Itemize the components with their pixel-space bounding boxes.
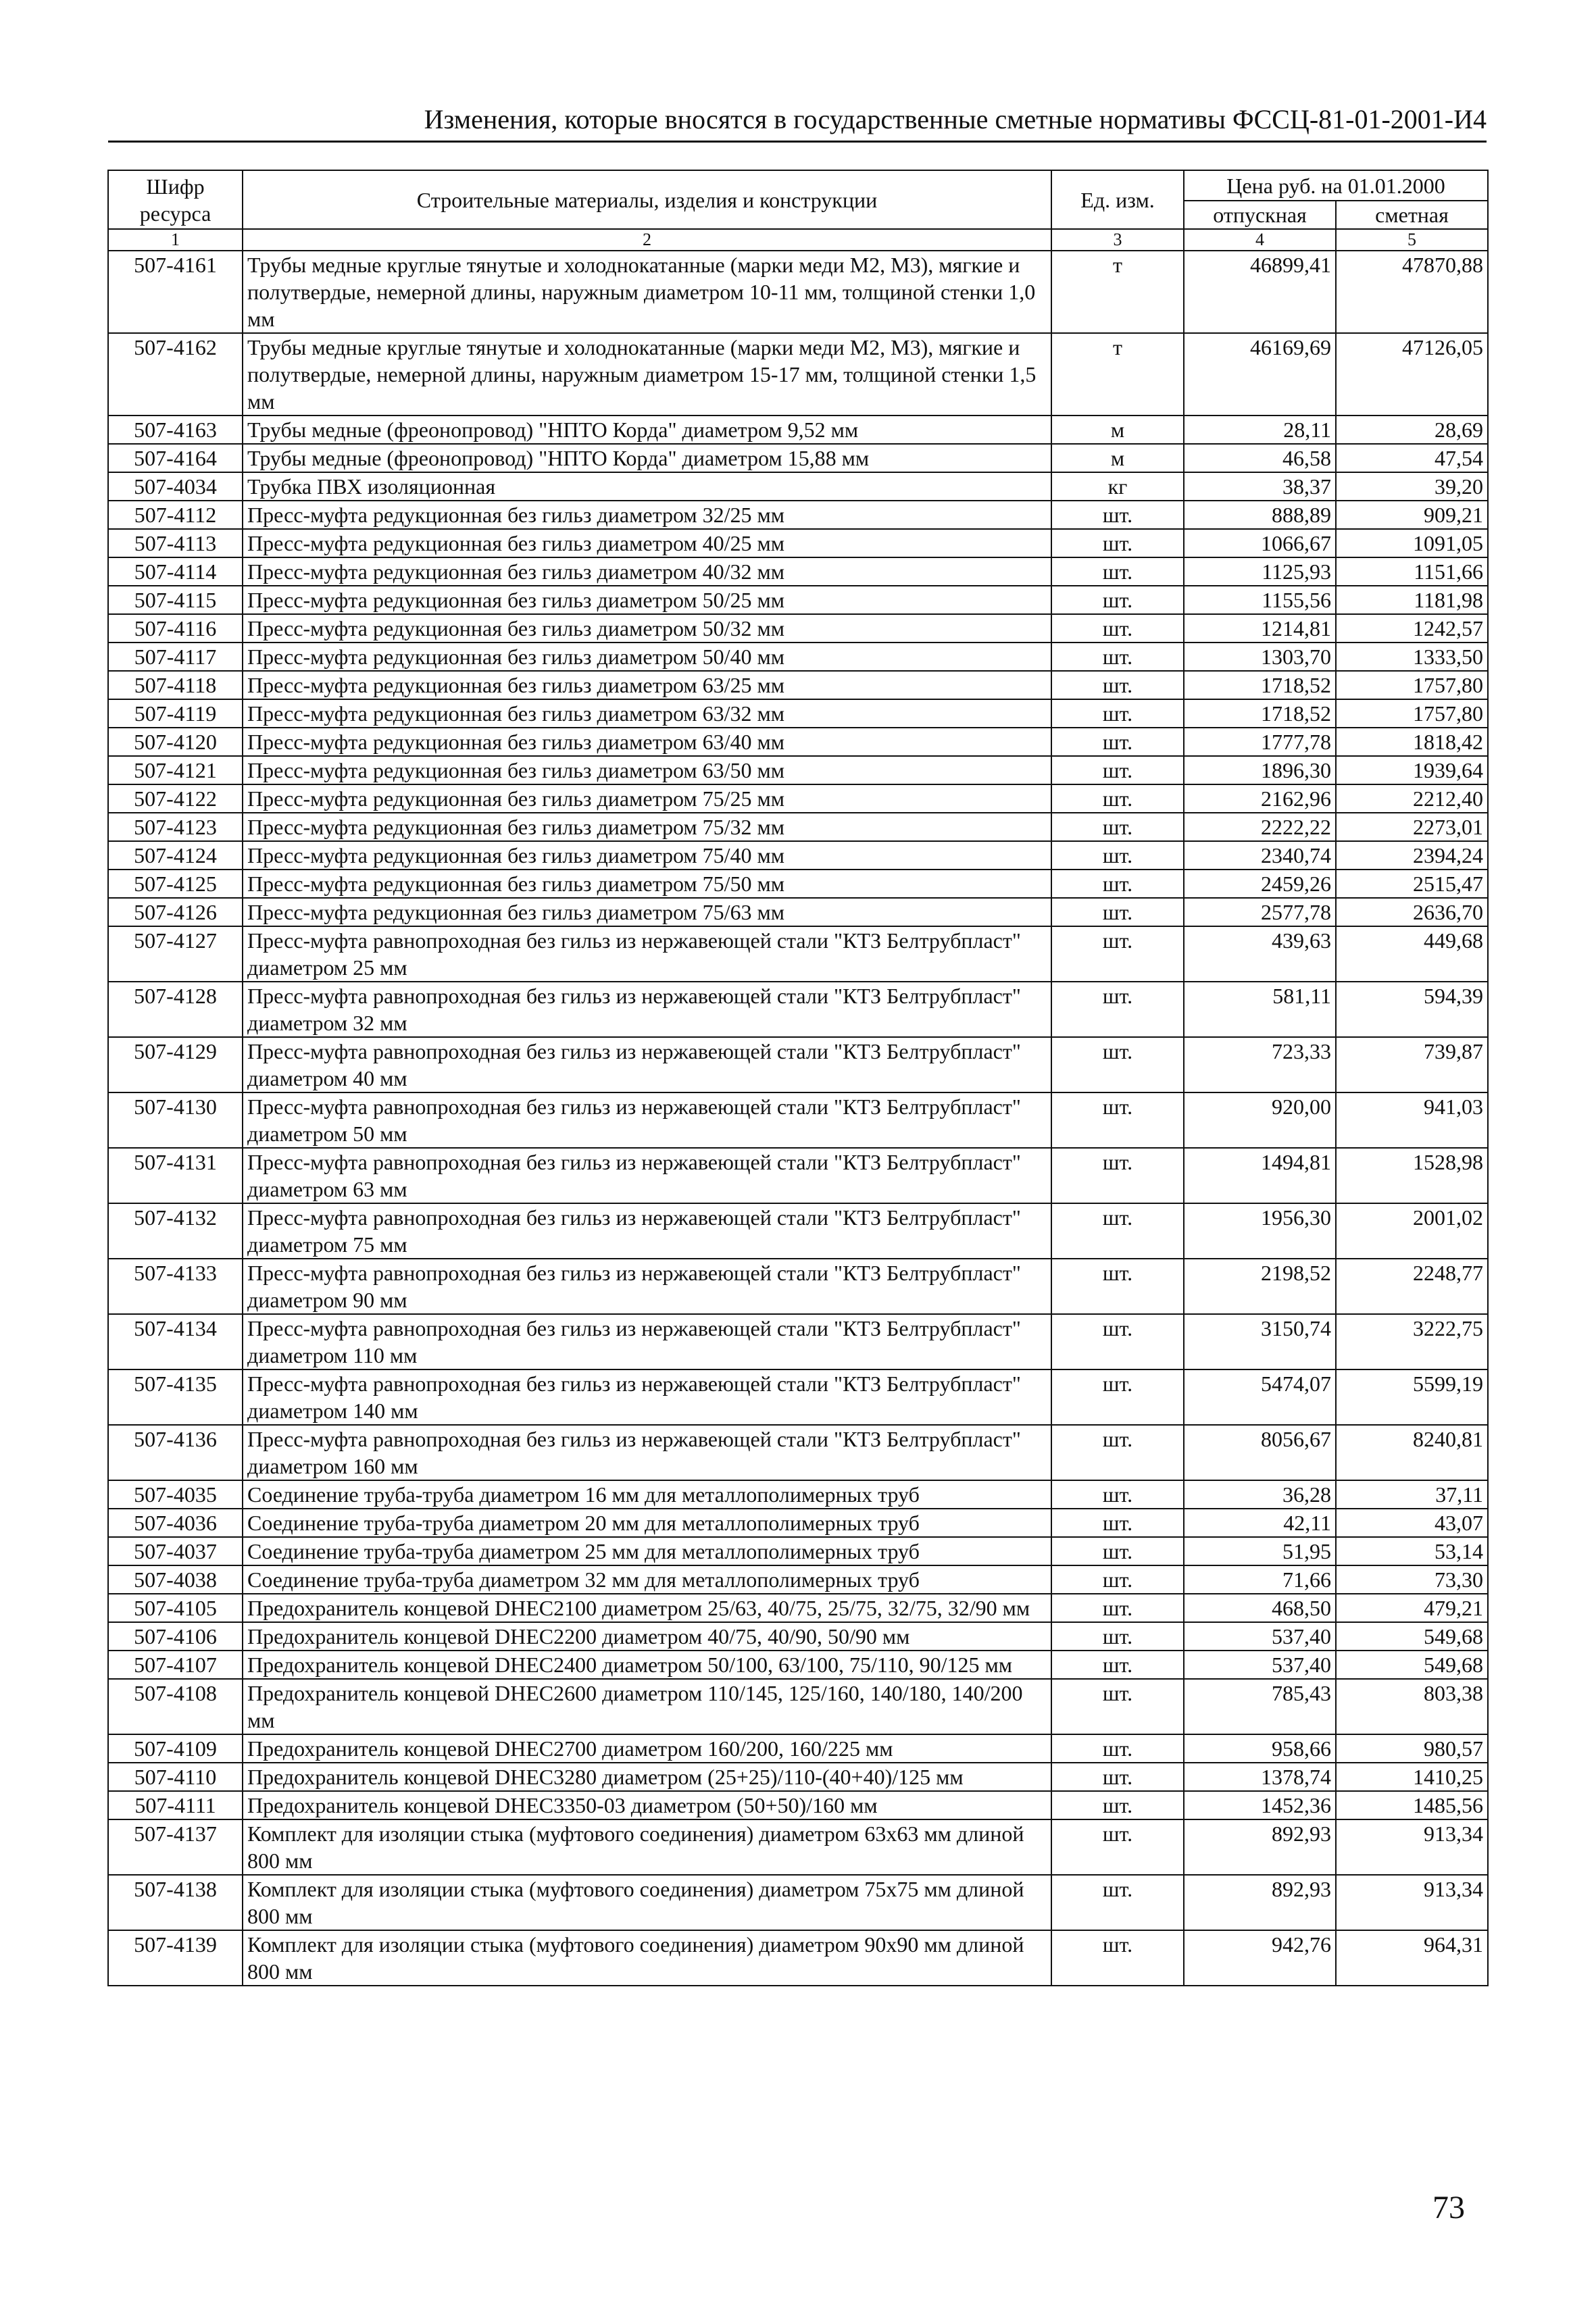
- estimate-price: 479,21: [1336, 1594, 1488, 1622]
- material-name: Пресс-муфта редукционная без гильз диаметром 75/63 мм: [243, 898, 1051, 926]
- release-price: 8056,67: [1184, 1425, 1336, 1480]
- estimate-price: 37,11: [1336, 1480, 1488, 1509]
- release-price: 36,28: [1184, 1480, 1336, 1509]
- unit-cell: шт.: [1051, 982, 1184, 1037]
- estimate-price: 941,03: [1336, 1092, 1488, 1148]
- resource-code: 507-4129: [108, 1037, 243, 1092]
- column-header-unit: Ед. изм.: [1051, 170, 1184, 229]
- material-name: Пресс-муфта равнопроходная без гильз из нержавеющей стали "КТЗ Белтрубпласт" диаметром 110 мм: [243, 1314, 1051, 1369]
- resource-code: 507-4139: [108, 1930, 243, 1986]
- material-name: Пресс-муфта редукционная без гильз диаметром 63/40 мм: [243, 728, 1051, 756]
- material-name: Пресс-муфта равнопроходная без гильз из нержавеющей стали "КТЗ Белтрубпласт" диаметром 63 мм: [243, 1148, 1051, 1203]
- table-row: [108, 870, 1488, 898]
- material-name: Пресс-муфта редукционная без гильз диаметром 50/40 мм: [243, 643, 1051, 671]
- table-row: [108, 671, 1488, 699]
- material-name: Пресс-муфта редукционная без гильз диаметром 40/25 мм: [243, 529, 1051, 557]
- table-row: [108, 1203, 1488, 1259]
- release-price: 3150,74: [1184, 1314, 1336, 1369]
- material-name: Пресс-муфта редукционная без гильз диаметром 40/32 мм: [243, 557, 1051, 586]
- table-row: [108, 614, 1488, 643]
- material-name: Пресс-муфта равнопроходная без гильз из нержавеющей стали "КТЗ Белтрубпласт" диаметром 25 мм: [243, 926, 1051, 982]
- resource-code: 507-4136: [108, 1425, 243, 1480]
- column-number: 3: [1051, 229, 1184, 251]
- table-row: [108, 529, 1488, 557]
- resource-code: 507-4111: [108, 1791, 243, 1819]
- release-price: 1718,52: [1184, 671, 1336, 699]
- material-name: Трубы медные (фреонопровод) "НПТО Корда" диаметром 9,52 мм: [243, 416, 1051, 444]
- estimate-price: 8240,81: [1336, 1425, 1488, 1480]
- unit-cell: шт.: [1051, 784, 1184, 813]
- resource-code: 507-4133: [108, 1259, 243, 1314]
- release-price: 888,89: [1184, 501, 1336, 529]
- unit-cell: шт.: [1051, 1537, 1184, 1565]
- unit-cell: шт.: [1051, 1651, 1184, 1679]
- estimate-price: 39,20: [1336, 472, 1488, 501]
- estimate-price: 2636,70: [1336, 898, 1488, 926]
- table-row: [108, 444, 1488, 472]
- table-row: [108, 1509, 1488, 1537]
- release-price: 537,40: [1184, 1622, 1336, 1651]
- resource-code: 507-4119: [108, 699, 243, 728]
- resource-code: 507-4038: [108, 1565, 243, 1594]
- release-price: 439,63: [1184, 926, 1336, 982]
- material-name: Пресс-муфта равнопроходная без гильз из нержавеющей стали "КТЗ Белтрубпласт" диаметром 160 мм: [243, 1425, 1051, 1480]
- resource-code: 507-4164: [108, 444, 243, 472]
- estimate-price: 3222,75: [1336, 1314, 1488, 1369]
- table-row: [108, 1763, 1488, 1791]
- unit-cell: шт.: [1051, 1509, 1184, 1537]
- release-price: 920,00: [1184, 1092, 1336, 1148]
- release-price: 51,95: [1184, 1537, 1336, 1565]
- column-header-name: Строительные материалы, изделия и конструкции: [243, 170, 1051, 229]
- estimate-price: 1757,80: [1336, 699, 1488, 728]
- table-row: [108, 586, 1488, 614]
- material-name: Комплект для изоляции стыка (муфтового соединения) диаметром 75х75 мм длиной 800 мм: [243, 1875, 1051, 1930]
- resource-code: 507-4112: [108, 501, 243, 529]
- material-name: Трубка ПВХ изоляционная: [243, 472, 1051, 501]
- estimate-price: 803,38: [1336, 1679, 1488, 1734]
- table-row: [108, 1679, 1488, 1734]
- table-row: [108, 1092, 1488, 1148]
- release-price: 1452,36: [1184, 1791, 1336, 1819]
- release-price: 46169,69: [1184, 333, 1336, 416]
- unit-cell: шт.: [1051, 671, 1184, 699]
- material-name: Пресс-муфта редукционная без гильз диаметром 63/25 мм: [243, 671, 1051, 699]
- release-price: 1378,74: [1184, 1763, 1336, 1791]
- estimate-price: 47870,88: [1336, 251, 1488, 333]
- resource-code: 507-4120: [108, 728, 243, 756]
- table-row: [108, 416, 1488, 444]
- resource-code: 507-4110: [108, 1763, 243, 1791]
- table-body: [108, 251, 1488, 1986]
- material-name: Соединение труба-труба диаметром 32 мм для металлополимерных труб: [243, 1565, 1051, 1594]
- material-name: Пресс-муфта редукционная без гильз диаметром 75/32 мм: [243, 813, 1051, 841]
- release-price: 468,50: [1184, 1594, 1336, 1622]
- table-row: [108, 728, 1488, 756]
- estimate-price: 913,34: [1336, 1819, 1488, 1875]
- estimate-price: 1333,50: [1336, 643, 1488, 671]
- table-row: [108, 643, 1488, 671]
- release-price: 892,93: [1184, 1819, 1336, 1875]
- resource-code: 507-4036: [108, 1509, 243, 1537]
- release-price: 2162,96: [1184, 784, 1336, 813]
- release-price: 581,11: [1184, 982, 1336, 1037]
- resource-code: 507-4128: [108, 982, 243, 1037]
- estimate-price: 47,54: [1336, 444, 1488, 472]
- unit-cell: шт.: [1051, 1763, 1184, 1791]
- unit-cell: шт.: [1051, 1875, 1184, 1930]
- resource-code: 507-4132: [108, 1203, 243, 1259]
- estimate-price: 739,87: [1336, 1037, 1488, 1092]
- unit-cell: шт.: [1051, 1565, 1184, 1594]
- resource-code: 507-4126: [108, 898, 243, 926]
- resource-code: 507-4106: [108, 1622, 243, 1651]
- unit-cell: шт.: [1051, 1037, 1184, 1092]
- resource-code: 507-4121: [108, 756, 243, 784]
- unit-cell: шт.: [1051, 813, 1184, 841]
- resource-code: 507-4109: [108, 1734, 243, 1763]
- unit-cell: м: [1051, 444, 1184, 472]
- material-name: Комплект для изоляции стыка (муфтового соединения) диаметром 63х63 мм длиной 800 мм: [243, 1819, 1051, 1875]
- estimate-price: 1485,56: [1336, 1791, 1488, 1819]
- material-name: Трубы медные круглые тянутые и холоднокатанные (марки меди М2, М3), мягкие и полутвердые, немерной длины, наружным диаметром 10-11 мм, толщиной стенки 1,0 мм: [243, 251, 1051, 333]
- table-row: [108, 1259, 1488, 1314]
- release-price: 1777,78: [1184, 728, 1336, 756]
- release-price: 71,66: [1184, 1565, 1336, 1594]
- resource-code: 507-4115: [108, 586, 243, 614]
- unit-cell: шт.: [1051, 728, 1184, 756]
- material-name: Пресс-муфта редукционная без гильз диаметром 63/32 мм: [243, 699, 1051, 728]
- table-row: [108, 251, 1488, 333]
- material-name: Пресс-муфта редукционная без гильз диаметром 75/40 мм: [243, 841, 1051, 870]
- table-row: [108, 1930, 1488, 1986]
- material-name: Предохранитель концевой DHEC2600 диаметром 110/145, 125/160, 140/180, 140/200 мм: [243, 1679, 1051, 1734]
- material-name: Пресс-муфта равнопроходная без гильз из нержавеющей стали "КТЗ Белтрубпласт" диаметром 40 мм: [243, 1037, 1051, 1092]
- release-price: 1303,70: [1184, 643, 1336, 671]
- material-name: Соединение труба-труба диаметром 20 мм для металлополимерных труб: [243, 1509, 1051, 1537]
- material-name: Пресс-муфта редукционная без гильз диаметром 32/25 мм: [243, 501, 1051, 529]
- resource-code: 507-4163: [108, 416, 243, 444]
- release-price: 723,33: [1184, 1037, 1336, 1092]
- material-name: Трубы медные (фреонопровод) "НПТО Корда" диаметром 15,88 мм: [243, 444, 1051, 472]
- unit-cell: м: [1051, 416, 1184, 444]
- column-header-release-price: отпускная: [1184, 201, 1336, 229]
- estimate-price: 1181,98: [1336, 586, 1488, 614]
- column-number-row: [108, 229, 1488, 251]
- resource-code: 507-4122: [108, 784, 243, 813]
- estimate-price: 964,31: [1336, 1930, 1488, 1986]
- table-row: [108, 501, 1488, 529]
- release-price: 42,11: [1184, 1509, 1336, 1537]
- table-row: [108, 784, 1488, 813]
- resource-code: 507-4130: [108, 1092, 243, 1148]
- estimate-price: 2273,01: [1336, 813, 1488, 841]
- unit-cell: шт.: [1051, 1930, 1184, 1986]
- column-number: 2: [243, 229, 1051, 251]
- unit-cell: шт.: [1051, 643, 1184, 671]
- unit-cell: шт.: [1051, 557, 1184, 586]
- unit-cell: кг: [1051, 472, 1184, 501]
- estimate-price: 43,07: [1336, 1509, 1488, 1537]
- column-number: 5: [1336, 229, 1488, 251]
- material-name: Предохранитель концевой DHEC2400 диаметром 50/100, 63/100, 75/110, 90/125 мм: [243, 1651, 1051, 1679]
- material-name: Пресс-муфта равнопроходная без гильз из нержавеющей стали "КТЗ Белтрубпласт" диаметром 32 мм: [243, 982, 1051, 1037]
- resource-code: 507-4108: [108, 1679, 243, 1734]
- unit-cell: шт.: [1051, 586, 1184, 614]
- material-name: Трубы медные круглые тянутые и холоднокатанные (марки меди М2, М3), мягкие и полутвердые, немерной длины, наружным диаметром 15-17 мм, толщиной стенки 1,5 мм: [243, 333, 1051, 416]
- table-row: [108, 813, 1488, 841]
- table-row: [108, 699, 1488, 728]
- estimate-price: 1939,64: [1336, 756, 1488, 784]
- material-name: Пресс-муфта редукционная без гильз диаметром 50/32 мм: [243, 614, 1051, 643]
- estimate-price: 980,57: [1336, 1734, 1488, 1763]
- release-price: 1066,67: [1184, 529, 1336, 557]
- table-row: [108, 1875, 1488, 1930]
- material-name: Предохранитель концевой DHEC2200 диаметром 40/75, 40/90, 50/90 мм: [243, 1622, 1051, 1651]
- resource-code: 507-4105: [108, 1594, 243, 1622]
- resource-code: 507-4127: [108, 926, 243, 982]
- resource-code: 507-4107: [108, 1651, 243, 1679]
- resource-code: 507-4037: [108, 1537, 243, 1565]
- table-row: [108, 1791, 1488, 1819]
- unit-cell: шт.: [1051, 501, 1184, 529]
- material-name: Пресс-муфта редукционная без гильз диаметром 63/50 мм: [243, 756, 1051, 784]
- table-row: [108, 841, 1488, 870]
- release-price: 28,11: [1184, 416, 1336, 444]
- unit-cell: шт.: [1051, 841, 1184, 870]
- page-header: Изменения, которые вносятся в государственные сметные нормативы ФССЦ-81-01-2001-И4: [108, 103, 1487, 143]
- estimate-price: 73,30: [1336, 1565, 1488, 1594]
- resource-code: 507-4117: [108, 643, 243, 671]
- estimate-price: 5599,19: [1336, 1369, 1488, 1425]
- resource-code: 507-4116: [108, 614, 243, 643]
- estimate-price: 909,21: [1336, 501, 1488, 529]
- resource-code: 507-4125: [108, 870, 243, 898]
- estimate-price: 2212,40: [1336, 784, 1488, 813]
- material-name: Пресс-муфта редукционная без гильз диаметром 75/50 мм: [243, 870, 1051, 898]
- resource-code: 507-4035: [108, 1480, 243, 1509]
- release-price: 2198,52: [1184, 1259, 1336, 1314]
- unit-cell: шт.: [1051, 1092, 1184, 1148]
- estimate-price: 1818,42: [1336, 728, 1488, 756]
- material-name: Пресс-муфта равнопроходная без гильз из нержавеющей стали "КТЗ Белтрубпласт" диаметром 75 мм: [243, 1203, 1051, 1259]
- unit-cell: шт.: [1051, 1203, 1184, 1259]
- estimate-price: 28,69: [1336, 416, 1488, 444]
- estimate-price: 2248,77: [1336, 1259, 1488, 1314]
- unit-cell: шт.: [1051, 1314, 1184, 1369]
- material-name: Предохранитель концевой DHEC3350-03 диаметром (50+50)/160 мм: [243, 1791, 1051, 1819]
- release-price: 2459,26: [1184, 870, 1336, 898]
- release-price: 1718,52: [1184, 699, 1336, 728]
- resource-code: 507-4118: [108, 671, 243, 699]
- estimate-price: 1242,57: [1336, 614, 1488, 643]
- unit-cell: шт.: [1051, 529, 1184, 557]
- table-row: [108, 1037, 1488, 1092]
- resource-code: 507-4161: [108, 251, 243, 333]
- material-name: Предохранитель концевой DHEC2700 диаметром 160/200, 160/225 мм: [243, 1734, 1051, 1763]
- estimate-price: 1091,05: [1336, 529, 1488, 557]
- release-price: 1956,30: [1184, 1203, 1336, 1259]
- table-row: [108, 1734, 1488, 1763]
- release-price: 892,93: [1184, 1875, 1336, 1930]
- material-name: Пресс-муфта равнопроходная без гильз из нержавеющей стали "КТЗ Белтрубпласт" диаметром 140 мм: [243, 1369, 1051, 1425]
- estimate-price: 1410,25: [1336, 1763, 1488, 1791]
- unit-cell: шт.: [1051, 1425, 1184, 1480]
- unit-cell: шт.: [1051, 1791, 1184, 1819]
- resource-code: 507-4034: [108, 472, 243, 501]
- table-row: [108, 472, 1488, 501]
- table-row: [108, 898, 1488, 926]
- release-price: 785,43: [1184, 1679, 1336, 1734]
- unit-cell: шт.: [1051, 1679, 1184, 1734]
- estimate-price: 594,39: [1336, 982, 1488, 1037]
- release-price: 1155,56: [1184, 586, 1336, 614]
- table-row: [108, 1594, 1488, 1622]
- table-row: [108, 1565, 1488, 1594]
- resource-code: 507-4131: [108, 1148, 243, 1203]
- material-name: Пресс-муфта равнопроходная без гильз из нержавеющей стали "КТЗ Белтрубпласт" диаметром 90 мм: [243, 1259, 1051, 1314]
- material-name: Предохранитель концевой DHEC2100 диаметром 25/63, 40/75, 25/75, 32/75, 32/90 мм: [243, 1594, 1051, 1622]
- material-name: Пресс-муфта равнопроходная без гильз из нержавеющей стали "КТЗ Белтрубпласт" диаметром 50 мм: [243, 1092, 1051, 1148]
- release-price: 1896,30: [1184, 756, 1336, 784]
- resource-code: 507-4135: [108, 1369, 243, 1425]
- table-row: [108, 1819, 1488, 1875]
- estimate-price: 913,34: [1336, 1875, 1488, 1930]
- release-price: 46,58: [1184, 444, 1336, 472]
- unit-cell: шт.: [1051, 1622, 1184, 1651]
- release-price: 5474,07: [1184, 1369, 1336, 1425]
- estimate-price: 549,68: [1336, 1622, 1488, 1651]
- column-header-code: Шифр ресурса: [108, 170, 243, 229]
- release-price: 958,66: [1184, 1734, 1336, 1763]
- resource-code: 507-4138: [108, 1875, 243, 1930]
- unit-cell: шт.: [1051, 926, 1184, 982]
- column-number: 1: [108, 229, 243, 251]
- material-name: Пресс-муфта редукционная без гильз диаметром 75/25 мм: [243, 784, 1051, 813]
- table-row: [108, 1148, 1488, 1203]
- table-row: [108, 1480, 1488, 1509]
- table-row: [108, 1651, 1488, 1679]
- material-name: Соединение труба-труба диаметром 25 мм для металлополимерных труб: [243, 1537, 1051, 1565]
- estimate-price: 1757,80: [1336, 671, 1488, 699]
- unit-cell: шт.: [1051, 614, 1184, 643]
- column-header-estimate-price: сметная: [1336, 201, 1488, 229]
- unit-cell: шт.: [1051, 1259, 1184, 1314]
- table-row: [108, 756, 1488, 784]
- column-header-price: Цена руб. на 01.01.2000: [1184, 170, 1488, 201]
- estimate-price: 549,68: [1336, 1651, 1488, 1679]
- unit-cell: шт.: [1051, 1480, 1184, 1509]
- unit-cell: шт.: [1051, 1594, 1184, 1622]
- unit-cell: шт.: [1051, 1148, 1184, 1203]
- estimate-price: 1151,66: [1336, 557, 1488, 586]
- unit-cell: шт.: [1051, 1369, 1184, 1425]
- release-price: 537,40: [1184, 1651, 1336, 1679]
- price-table: [107, 170, 1489, 1986]
- resource-code: 507-4123: [108, 813, 243, 841]
- resource-code: 507-4134: [108, 1314, 243, 1369]
- estimate-price: 2515,47: [1336, 870, 1488, 898]
- material-name: Комплект для изоляции стыка (муфтового соединения) диаметром 90х90 мм длиной 800 мм: [243, 1930, 1051, 1986]
- unit-cell: шт.: [1051, 898, 1184, 926]
- unit-cell: т: [1051, 333, 1184, 416]
- release-price: 1125,93: [1184, 557, 1336, 586]
- material-name: Пресс-муфта редукционная без гильз диаметром 50/25 мм: [243, 586, 1051, 614]
- material-name: Предохранитель концевой DHEC3280 диаметром (25+25)/110-(40+40)/125 мм: [243, 1763, 1051, 1791]
- release-price: 2222,22: [1184, 813, 1336, 841]
- estimate-price: 1528,98: [1336, 1148, 1488, 1203]
- release-price: 46899,41: [1184, 251, 1336, 333]
- unit-cell: шт.: [1051, 1819, 1184, 1875]
- estimate-price: 2001,02: [1336, 1203, 1488, 1259]
- table-row: [108, 982, 1488, 1037]
- estimate-price: 2394,24: [1336, 841, 1488, 870]
- table-row: [108, 333, 1488, 416]
- table-row: [108, 1537, 1488, 1565]
- table-row: [108, 1622, 1488, 1651]
- column-number: 4: [1184, 229, 1336, 251]
- unit-cell: шт.: [1051, 699, 1184, 728]
- resource-code: 507-4113: [108, 529, 243, 557]
- release-price: 1214,81: [1184, 614, 1336, 643]
- resource-code: 507-4162: [108, 333, 243, 416]
- resource-code: 507-4137: [108, 1819, 243, 1875]
- table-row: [108, 1369, 1488, 1425]
- unit-cell: шт.: [1051, 1734, 1184, 1763]
- release-price: 2577,78: [1184, 898, 1336, 926]
- material-name: Соединение труба-труба диаметром 16 мм для металлополимерных труб: [243, 1480, 1051, 1509]
- unit-cell: т: [1051, 251, 1184, 333]
- release-price: 38,37: [1184, 472, 1336, 501]
- release-price: 2340,74: [1184, 841, 1336, 870]
- resource-code: 507-4114: [108, 557, 243, 586]
- estimate-price: 449,68: [1336, 926, 1488, 982]
- table-row: [108, 1314, 1488, 1369]
- table-row: [108, 926, 1488, 982]
- table-row: [108, 1425, 1488, 1480]
- page-number: 73: [1432, 2190, 1465, 2225]
- estimate-price: 47126,05: [1336, 333, 1488, 416]
- unit-cell: шт.: [1051, 870, 1184, 898]
- release-price: 1494,81: [1184, 1148, 1336, 1203]
- release-price: 942,76: [1184, 1930, 1336, 1986]
- estimate-price: 53,14: [1336, 1537, 1488, 1565]
- resource-code: 507-4124: [108, 841, 243, 870]
- table-row: [108, 557, 1488, 586]
- unit-cell: шт.: [1051, 756, 1184, 784]
